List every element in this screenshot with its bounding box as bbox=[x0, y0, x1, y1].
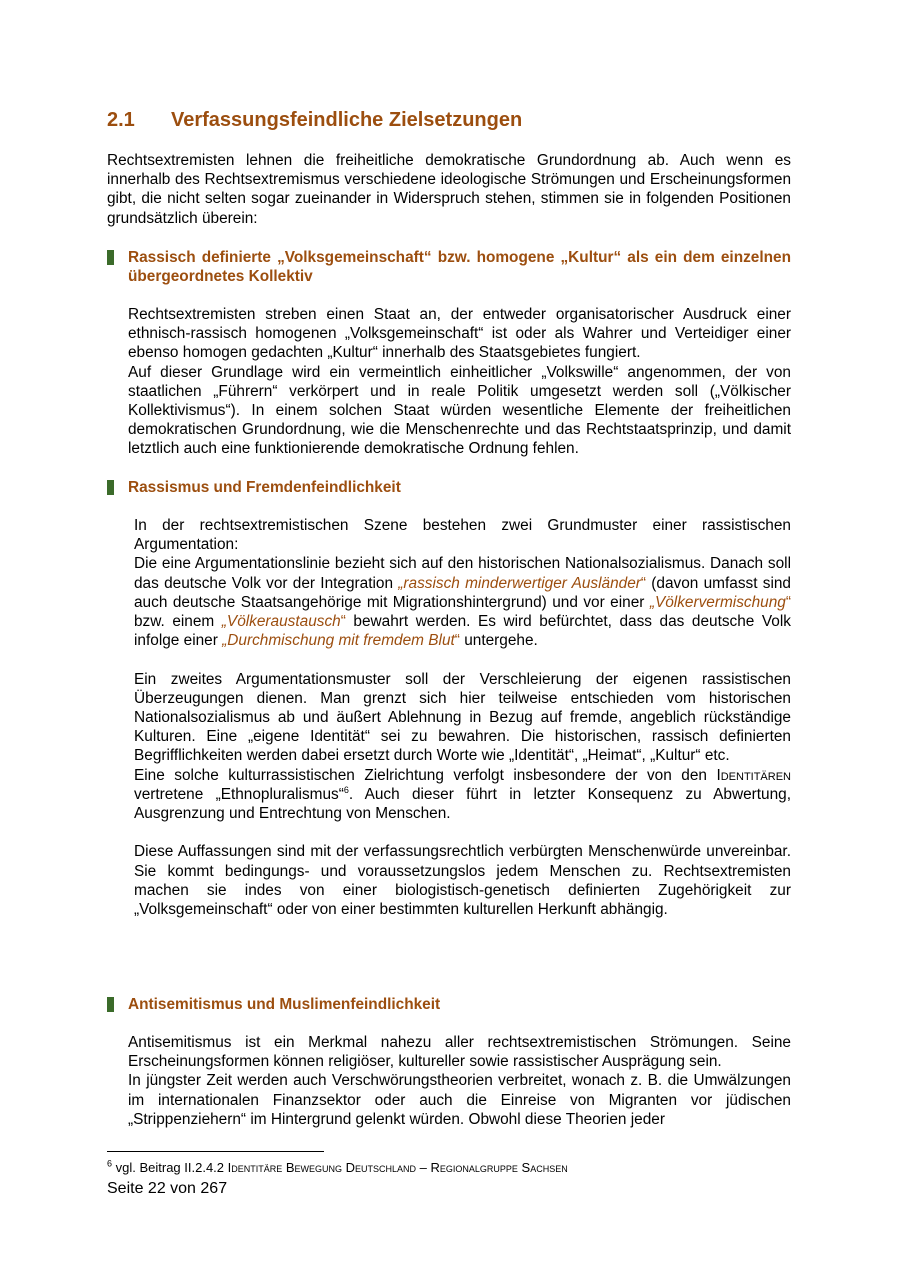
quote-auslaender: „rassisch minderwertiger Ausländer bbox=[398, 574, 641, 592]
section1-body bbox=[128, 305, 791, 459]
quote-voelkervermischung: „Völkervermischung bbox=[649, 593, 786, 611]
bullet-marker bbox=[107, 480, 114, 495]
page-number: Seite 22 von 267 bbox=[107, 1180, 228, 1197]
section1-paragraph-2: Auf dieser Grundlage wird ein vermeintlich einheitlicher „Volkswille“ angenommen, der von staatlichen „Führern“ verkörpert und in reale Politik umgesetzt werden soll („Völkischer Kollektivismus“). In einem solchen Staat würden wesentliche Elemente der freiheitlichen demokratischen Grundordnung, wie die Menschenrechte und das Rechtstaatsprinzip, und damit letztlich auch eine funktionierende demokratische Ordnung fehlen. bbox=[128, 363, 791, 458]
section2-paragraph-5: Diese Auffassungen sind mit der verfassungsrechtlich verbürgten Menschenwürde unvereinbar. Sie kommt bedingungs- und voraussetzungslos jedem Menschen zu. Rechtsextremisten machen sie indes von einer biologistisch-genetisch definierten Zugehörigkeit zur „Volksgemeinschaft“ oder von einer bestimmten kulturellen Herkunft abhängig. bbox=[134, 843, 791, 919]
bullet-marker bbox=[107, 250, 114, 265]
intro-paragraph: Rechtsextremisten lehnen die freiheitliche demokratische Grundordnung ab. Auch wenn es innerhalb des Rechtsextremismus verschiedene ideologische Strömungen und Erscheinungsformen gibt, die nicht selten sogar zueinander in Widerspruch stehen, stimmen sie in folgenden Positionen grundsätzlich überein: bbox=[107, 152, 791, 227]
subsection-heading-volksgemeinschaft: Rassisch definierte „Volksgemeinschaft“ bzw. homogene „Kultur“ als ein dem einzelnen übergeordnetes Kollektiv bbox=[107, 248, 791, 286]
footnote-divider bbox=[107, 1151, 324, 1152]
footnote: $^6$ vgl. Beitrag II.2.4.2 Identitäre Bewegung Deutschland – Regionalgruppe Sachsen bbox=[107, 1158, 568, 1175]
section3-body bbox=[128, 1033, 791, 1129]
footnote-ref: 6 bbox=[343, 784, 349, 795]
section3-paragraph-2: In jüngster Zeit werden auch Verschwörungstheorien verbreitet, wonach z. B. die Umwälzungen im internationalen Finanzsektor oder auch die Einreise von Migranten vor jüdischen „Strippenziehern“ im Hintergrund gelenkt würden. Obwohl diese Theorien jeder bbox=[128, 1072, 791, 1128]
subsection-heading-antisemitismus: Antisemitismus und Muslimenfeindlichkeit bbox=[107, 995, 791, 1014]
bullet-marker bbox=[107, 997, 114, 1012]
quote-voelkeraustausch: „Völkeraustausch bbox=[221, 613, 341, 631]
subsection-heading-rassismus: Rassismus und Fremdenfeindlichkeit bbox=[107, 478, 791, 497]
section2-paragraph-1: In der rechtsextremistischen Szene bestehen zwei Grundmuster einer rassistischen Argumentation: bbox=[134, 517, 791, 554]
quote-durchmischung: „Durchmischung mit fremdem Blut bbox=[222, 632, 455, 650]
section2-body bbox=[134, 516, 791, 919]
section2-paragraph-2: Die eine Argumentationslinie bezieht sich auf den historischen Nationalsozialismus. Danach soll das deutsche Volk vor der Integration „rassisch minderwertiger Ausländer“ (davon umfasst sind auch deutsche Staatsangehörige mit Migrationshintergrund) und vor einer „Völkervermischung“ bzw. einem „Völkeraustausch“ bewahrt werden. Es wird befürchtet, dass das deutsche Volk infolge einer „Durchmischung mit fremdem Blut“ untergehe. bbox=[134, 555, 791, 650]
heading-number: 2.1 bbox=[107, 109, 135, 131]
section3-paragraph-1: Antisemitismus ist ein Merkmal nahezu aller rechtsextremistischen Strömungen. Seine Erscheinungsformen können religiöser, kultureller sowie rassistischer Ausprägung sein. bbox=[128, 1034, 791, 1071]
section2-paragraph-4: Eine solche kulturrassistischen Zielrichtung verfolgt insbesondere der von den Identitären vertretene „Ethnopluralismus“$^6$. Auch dieser führt in letzter Konsequenz zu Abwertung, Ausgrenzung und Entrechtung von Menschen. bbox=[134, 766, 792, 823]
section-heading bbox=[107, 108, 522, 132]
heading-title: Verfassungsfeindliche Zielsetzungen bbox=[171, 109, 523, 131]
section2-paragraph-3: Ein zweites Argumentationsmuster soll der Verschleierung der eigenen rassistischen Überzeugungen dienen. Man grenzt sich hier teilweise entschieden vom historischen Nationalsozialismus ab und äußert Ablehnung in Bezug auf fremde, angeblich rückständige Kulturen. Eine „eigene Identität“ sei zu bewahren. Die historischen, rassisch definierten Begrifflichkeiten werden dabei ersetzt durch Worte wie „Identität“, „Heimat“, „Kultur“ etc. bbox=[134, 670, 791, 765]
section1-paragraph-1: Rechtsextremisten streben einen Staat an, der entweder organisatorischer Ausdruck einer ethnisch-rassisch homogenen „Volksgemeinschaft“ ist oder als Wahrer und Verteidiger einer ebenso homogen gedachten „Kultur“ innerhalb des Staatsgebietes fungiert. bbox=[128, 306, 791, 362]
